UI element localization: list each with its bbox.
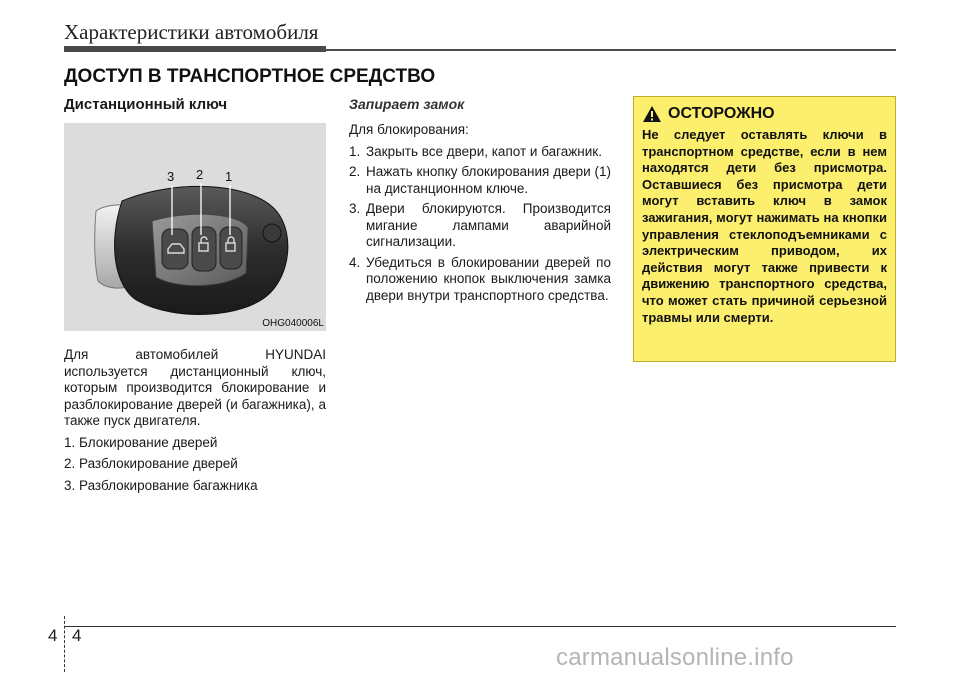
list-item: 2. Разблокирование дверей [64, 456, 238, 471]
step-number: 1. [349, 143, 361, 159]
step-item [349, 164, 611, 197]
step-text: Убедиться в блокировании дверей по положению кнопок выключения замка двери внутри транспортного средства. [366, 254, 611, 303]
lock-intro: Для блокирования: [349, 122, 469, 137]
list-item: 3. Разблокирование багажника [64, 477, 258, 493]
step-item [349, 144, 611, 161]
step-number: 3. [349, 201, 361, 216]
remote-key-illustration [64, 123, 326, 331]
step-text: Закрыть все двери, капот и багажник. [366, 143, 602, 159]
remote-key-figure [64, 123, 326, 331]
watermark: carmanualsonline.info [556, 644, 794, 671]
step-number: 2. [349, 164, 361, 179]
warning-header [642, 105, 887, 123]
header-rule-thin [326, 49, 896, 51]
callout-3: 3 [167, 169, 175, 184]
header-title: Характеристики автомобиля [64, 20, 319, 44]
footer-rule [64, 626, 896, 627]
callout-2: 2 [196, 167, 204, 182]
callout-1: 1 [225, 169, 233, 184]
header-rule-thick [64, 46, 326, 52]
step-number: 4. [349, 254, 361, 270]
section-title: ДОСТУП В ТРАНСПОРТНОЕ СРЕДСТВО [64, 66, 436, 87]
page-number: 4 [72, 626, 82, 645]
remote-key-description: Для автомобилей HYUNDAI используется дистанционный ключ, которым производится блокирование и разблокирование дверей (и багажника), а также пуск двигателя. [64, 347, 326, 428]
lock-heading: Запирает замок [349, 96, 465, 112]
step-item [349, 201, 611, 251]
warning-box [633, 96, 896, 362]
list-item: 1. Блокирование дверей [64, 434, 218, 450]
step-text: Нажать кнопку блокирования двери (1) на дистанционном ключе. [366, 164, 611, 196]
middle-column [349, 96, 611, 308]
warning-text: Не следует оставлять ключи в транспортном средстве, если в нем находятся дети без присмотра. Оставшиеся без присмотра дети могут вставить ключ в замок зажигания, могут нажимать на кнопки управления стеклоподъемниками с электрическим приводом, их действия могут также привести к движению транспортного средства, что может стать причиной серьезной травмы или смерти. [642, 127, 887, 325]
chapter-number: 4 [48, 626, 58, 645]
warning-triangle-icon [642, 105, 662, 123]
step-text: Двери блокируются. Производится мигание лампами аварийной сигнализации. [366, 201, 611, 249]
step-item [349, 255, 611, 305]
page-number-divider [64, 616, 65, 672]
remote-key-heading: Дистанционный ключ [64, 96, 228, 113]
left-column [64, 96, 326, 499]
figure-code: OHG040006L [262, 318, 324, 329]
warning-title: ОСТОРОЖНО [668, 105, 775, 122]
